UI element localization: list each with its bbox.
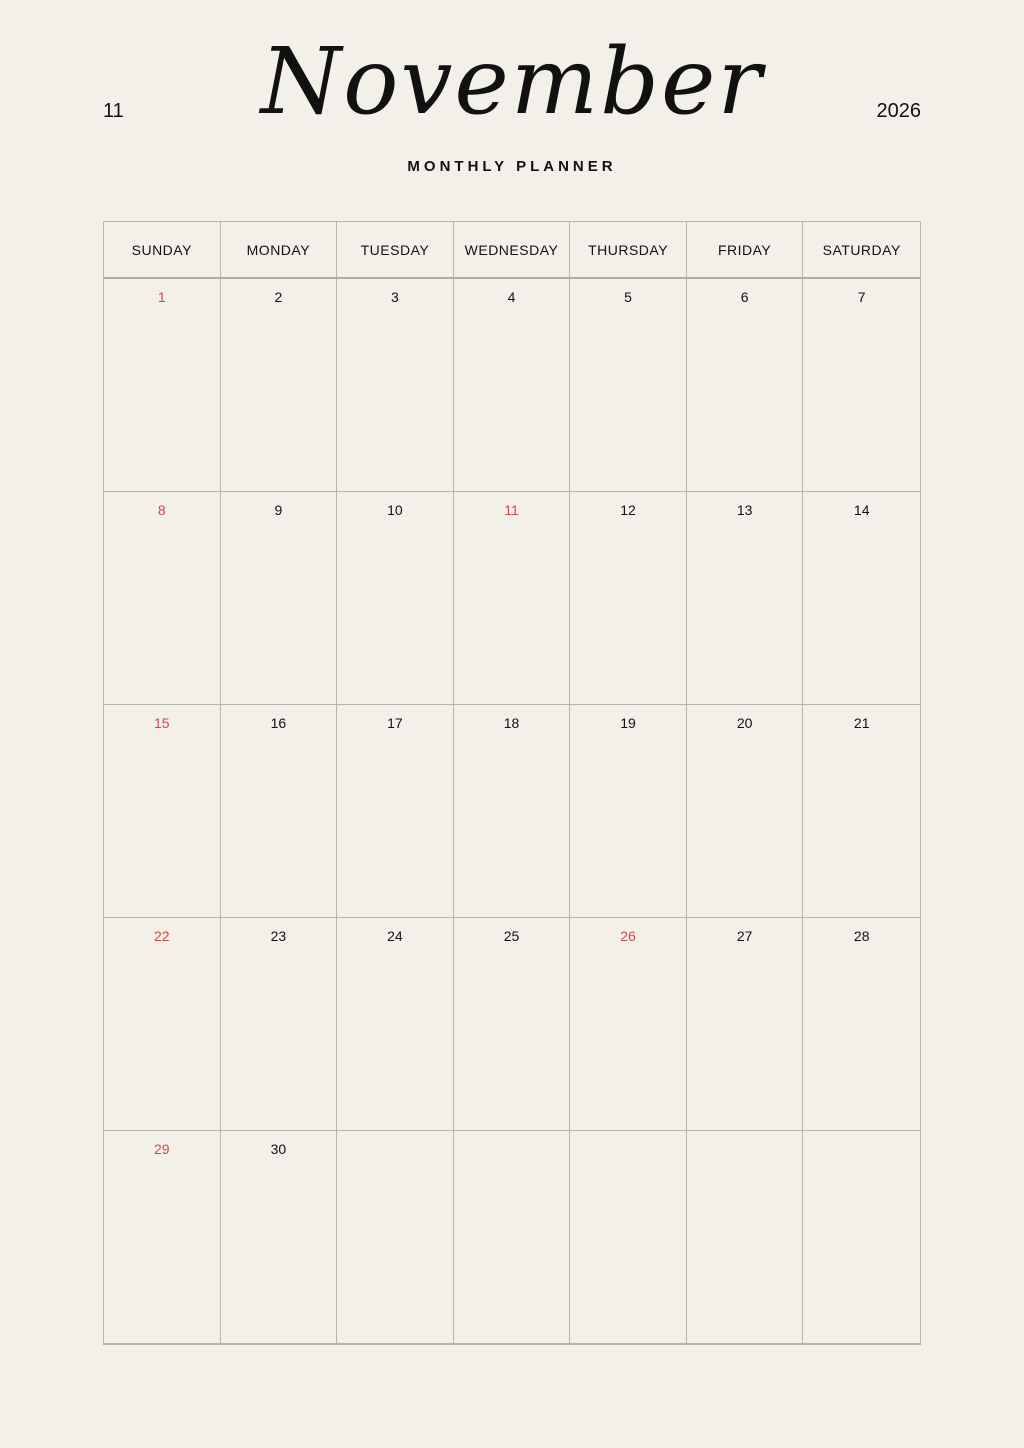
day-cell[interactable]: 26 [570,918,687,1131]
day-cell[interactable]: 13 [687,492,804,705]
day-cell[interactable]: 2 [221,279,338,492]
day-cell[interactable]: 17 [337,705,454,918]
day-cell[interactable]: 14 [803,492,920,705]
day-cell[interactable]: 28 [803,918,920,1131]
day-cell[interactable]: 15 [104,705,221,918]
day-cell[interactable]: 18 [454,705,571,918]
weekday-header: SATURDAY [803,222,920,279]
month-number: 11 [103,100,124,122]
day-cell[interactable] [337,1131,454,1344]
day-cell[interactable]: 7 [803,279,920,492]
day-cell[interactable]: 6 [687,279,804,492]
weekday-header: SUNDAY [104,222,221,279]
weekday-header: MONDAY [221,222,338,279]
day-cell[interactable]: 8 [104,492,221,705]
day-cell[interactable]: 12 [570,492,687,705]
weekday-header: TUESDAY [337,222,454,279]
day-cell[interactable]: 24 [337,918,454,1131]
day-cell[interactable] [454,1131,571,1344]
day-cell[interactable]: 11 [454,492,571,705]
weekday-header: FRIDAY [687,222,804,279]
calendar-grid [103,221,921,1345]
day-cell[interactable]: 19 [570,705,687,918]
day-cell[interactable]: 10 [337,492,454,705]
day-cell[interactable]: 25 [454,918,571,1131]
subtitle: MONTHLY PLANNER [407,158,617,175]
day-cell[interactable]: 23 [221,918,338,1131]
day-cell[interactable] [803,1131,920,1344]
day-cell[interactable]: 16 [221,705,338,918]
weekday-header: WEDNESDAY [454,222,571,279]
day-cell[interactable] [570,1131,687,1344]
month-title: November [260,28,764,135]
day-cell[interactable]: 1 [104,279,221,492]
day-cell[interactable]: 30 [221,1131,338,1344]
day-cell[interactable]: 29 [104,1131,221,1344]
day-cell[interactable]: 3 [337,279,454,492]
day-cell[interactable]: 22 [104,918,221,1131]
day-cell[interactable] [687,1131,804,1344]
day-cell[interactable]: 21 [803,705,920,918]
day-cell[interactable]: 5 [570,279,687,492]
year: 2026 [876,100,921,122]
weekday-header: THURSDAY [570,222,687,279]
day-cell[interactable]: 9 [221,492,338,705]
day-cell[interactable]: 20 [687,705,804,918]
day-cell[interactable]: 27 [687,918,804,1131]
day-cell[interactable]: 4 [454,279,571,492]
